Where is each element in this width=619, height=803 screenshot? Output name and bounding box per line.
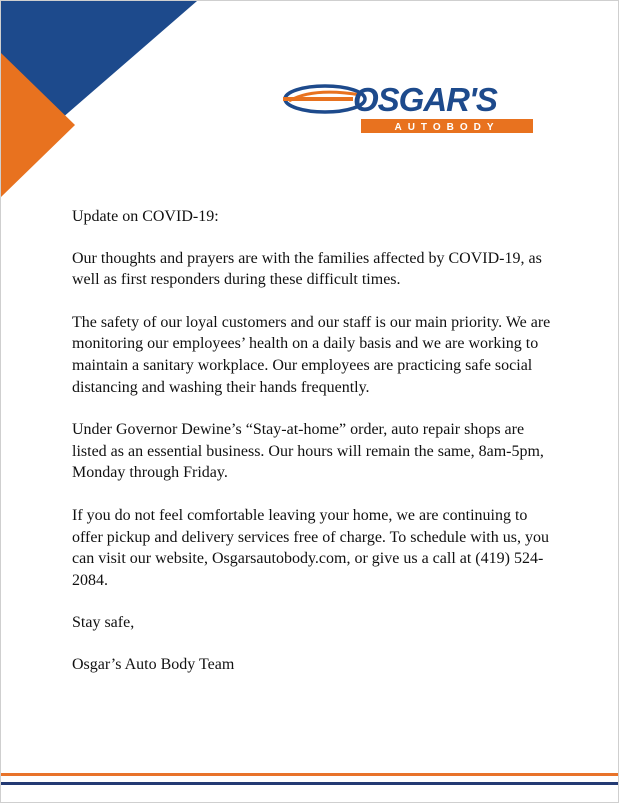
brand-logo — [283, 81, 535, 137]
letter-body — [72, 206, 562, 696]
corner-decoration — [1, 1, 201, 201]
letter-heading: Update on COVID-19: — [72, 208, 219, 225]
paragraph-3: Under Governor Dewine’s “Stay-at-home” order, auto repair shops are listed as an essential business. Our hours will remain the same, 8am-5pm, Monday through Friday. — [72, 421, 544, 482]
logo-subtitle: AUTOBODY — [394, 122, 500, 133]
logo-speed-bar — [283, 97, 353, 101]
letter-signature: Osgar’s Auto Body Team — [72, 655, 235, 673]
logo-name: OSGAR'S — [353, 81, 497, 118]
footer-orange-line — [1, 773, 619, 776]
paragraph-2: The safety of our loyal customers and our staff is our main priority. We are monitoring our employees’ health on a daily basis and we are working to maintain a sanitary workplace. Our employees are practicing safe social distancing and washing their hands frequently. — [72, 313, 551, 396]
footer-navy-line — [1, 782, 619, 785]
letter-closing: Stay safe, — [72, 614, 135, 632]
footer-stripes — [1, 769, 619, 789]
paragraph-1: Our thoughts and prayers are with the families affected by COVID-19, as well as first responders during these difficult times. — [72, 249, 542, 289]
paragraph-4: If you do not feel comfortable leaving your home, we are continuing to offer pickup and delivery services free of charge. To schedule with us, you can visit our website, Osgarsautobody.com, or give us a call at (419) 524-2084. — [72, 506, 549, 589]
